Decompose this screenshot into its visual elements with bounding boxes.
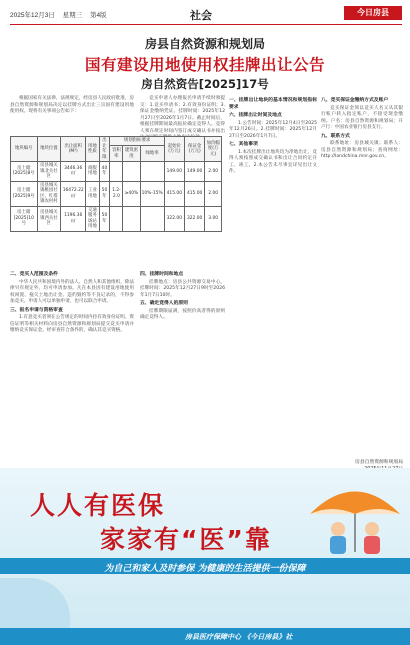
table-cell: 10%-15% xyxy=(140,181,164,206)
table-header: 地块编号 xyxy=(11,137,38,162)
section-text: 中华人民共和国境内外的法人、自然人和其他组织，除法律另有规定外，均可申请参加。凡在本县因有建设用地使用权闲置、拖欠土地出让金、违约毁约等不良记录的，不得参加竞买。申请人可以单独申请，也可以联合申请。 xyxy=(10,279,134,304)
table-cell: 149.00 xyxy=(184,162,204,182)
table-header: 用地性质 xyxy=(86,137,99,162)
table-cell xyxy=(123,206,140,231)
table-header: 加价幅度(万元) xyxy=(205,137,222,162)
section-text: 竞买保证金须以竞买人名义从其银行账户转入指定账户，不接受现金缴纳。户名：房县自然资源和规划局；开户行：中国农业银行房县支行。 xyxy=(321,105,403,130)
table-cell: 房土储[2025]8号 xyxy=(11,162,38,182)
table-cell: 房县城关镇西关社区 xyxy=(37,206,61,231)
table-row xyxy=(11,206,222,231)
table-cell: 交通服务场站用地 xyxy=(86,206,99,231)
table-cell: 3446.36㎡ xyxy=(61,162,86,182)
issue-weekday: 星期三 xyxy=(62,12,83,19)
table-cell: 房县城关镇北关社区 xyxy=(37,162,61,182)
table-header: 绿地率 xyxy=(140,146,164,162)
table-cell xyxy=(140,162,164,182)
column-3 xyxy=(229,96,317,177)
table-cell: 1.2-2.0 xyxy=(110,181,123,206)
section-heading: 六、挂牌出让时间及地点 xyxy=(229,113,282,118)
table-cell: 房县城关镇桃园社区、红塔镇农村村 xyxy=(37,181,61,206)
section-heading: 二、竞买人范围及条件 xyxy=(10,272,58,277)
notice-intro: 根据国家有关法律、法规规定，经房县人民政府批准，房县自然资源和规划局决定以挂牌方式出让三宗国有建设用地使用权。现将有关事项公告如下： xyxy=(10,96,134,114)
table-cell xyxy=(123,162,140,182)
column-2-text: 竞买申请人办理报名申请手续时须提交：1.竞买申请书；2.有效身份证明；3.保证金缴纳凭证。挂牌时间：2025年12月27日至2026年1月7日。截止时间后，根据挂牌期间最高报价确定竞得人。竞得人须在规定时间内签订成交确认书并按出 xyxy=(140,96,225,134)
table-cell: 房土储[2025]10号 xyxy=(11,206,38,231)
table-header: 保证金(万元) xyxy=(184,137,204,162)
notice-kicker: 房县自然资源和规划局 xyxy=(144,37,265,51)
table-cell: 50年 xyxy=(99,181,110,206)
banner-footer: 房县医疗保障中心 《今日房县》社 xyxy=(185,632,293,641)
section-heading: 五、确定竞得人的原则 xyxy=(140,301,188,306)
section-text: 1.公告时间：2025年12月4日至2025年12月26日。2.挂牌时间：2025年12月27日至2026年1月7日。 xyxy=(229,120,317,139)
table-cell: 149.00 xyxy=(164,162,184,182)
table-cell: 415.00 xyxy=(184,181,204,206)
table-cell: 16472.22㎡ xyxy=(61,181,86,206)
section-text: 1.本次挂牌出让地块均为净地出让，竞得人须按照成交确认书和出让合同约定开工、竣工。2.本公告未尽事宜详见出让文件。 xyxy=(229,149,317,174)
column-2-lower xyxy=(140,270,225,323)
parcel-table xyxy=(10,136,222,232)
table-cell: 322.00 xyxy=(184,206,204,231)
table-header: 建筑密度 xyxy=(123,146,140,162)
issue-page: 第4版 xyxy=(89,12,107,19)
table-cell: 322.00 xyxy=(164,206,184,231)
newspaper-logo: 今日房县 xyxy=(344,6,402,20)
table-cell: 50年 xyxy=(99,206,110,231)
column-4 xyxy=(321,96,403,162)
table-cell: 40年 xyxy=(99,162,110,182)
table-cell: 工业用地 xyxy=(86,181,99,206)
table-header: 地块位置 xyxy=(37,137,61,162)
table-cell: 房土储[2025]9号 xyxy=(11,181,38,206)
table-header: 出让面积(M²) xyxy=(61,137,86,162)
table-header-row xyxy=(11,137,222,146)
table-header: 出让年限 xyxy=(99,137,110,162)
column-1-lower xyxy=(10,270,134,336)
table-row xyxy=(11,162,222,182)
table-header: 容积率 xyxy=(110,146,123,162)
section-heading: 七、其他事项 xyxy=(229,142,258,147)
table-cell: 2.00 xyxy=(205,181,222,206)
table-cell: 415.00 xyxy=(164,181,184,206)
section-name: 社会 xyxy=(190,9,212,22)
section-text: 联系地址：房县城关镇；联系人：房县自然资源和规划局；查询网址：http://landchina.mnr.gov.cn。 xyxy=(321,141,403,159)
section-heading: 八、竞买保证金缴纳方式及账户 xyxy=(321,98,389,103)
banner-line-1: 人人有医保 xyxy=(30,491,166,520)
section-text: 挂牌期限届满，按照价高者得的原则确定竞得人。 xyxy=(140,308,225,320)
table-cell xyxy=(110,206,123,231)
section-heading: 一、挂牌出让地块的基本情况和规划指标要求 xyxy=(229,98,317,110)
notice-number: 房自然资告[2025]17号 xyxy=(141,77,269,91)
issuer: 房县自然资源和规划局 xyxy=(355,460,403,465)
table-cell: 商服用地 xyxy=(86,162,99,182)
umbrella-family-illustration xyxy=(300,474,410,559)
column-1 xyxy=(10,96,134,117)
notice-headline: 国有建设用地使用权挂牌出让公告 xyxy=(84,55,325,74)
table-cell: 1196.36㎡ xyxy=(61,206,86,231)
table-cell: ≥40% xyxy=(123,181,140,206)
table-cell: 2.00 xyxy=(205,162,222,182)
header-rule xyxy=(10,24,402,25)
hand-illustration xyxy=(0,578,70,628)
issue-date: 2025年12月3日 xyxy=(10,12,55,19)
table-cell xyxy=(110,162,123,182)
issue-info xyxy=(10,10,113,19)
section-text: 1.有意竞买者须在公告规定的时间内持有效身份证明、资信证明等相关材料向房县自然资源和规划局提交竞买申请并缴纳竞买保证金。经审查符合条件的，确认其竞买资格。 xyxy=(10,315,134,333)
table-header-plan: 规划指标要求 xyxy=(110,137,164,146)
table-row xyxy=(11,181,222,206)
table-cell: 3.00 xyxy=(205,206,222,231)
table-cell xyxy=(140,206,164,231)
banner-line-2: 家家有“医”靠 xyxy=(100,525,272,554)
section-heading: 四、挂牌时间和地点 xyxy=(140,272,184,277)
section-heading: 三、报名申请与资格审查 xyxy=(10,307,63,313)
ad-banner xyxy=(0,468,410,645)
section-heading: 九、联系方式 xyxy=(321,133,350,139)
table-header: 起始价(万元) xyxy=(164,137,184,162)
banner-slogan: 为自己和家人及时参保 为健康的生活提供一份保障 xyxy=(104,564,306,574)
section-text: 挂牌地点：房县公共资源交易中心。挂牌时间：2025年12月27日9时至2026年1月7日10时。 xyxy=(140,279,225,298)
